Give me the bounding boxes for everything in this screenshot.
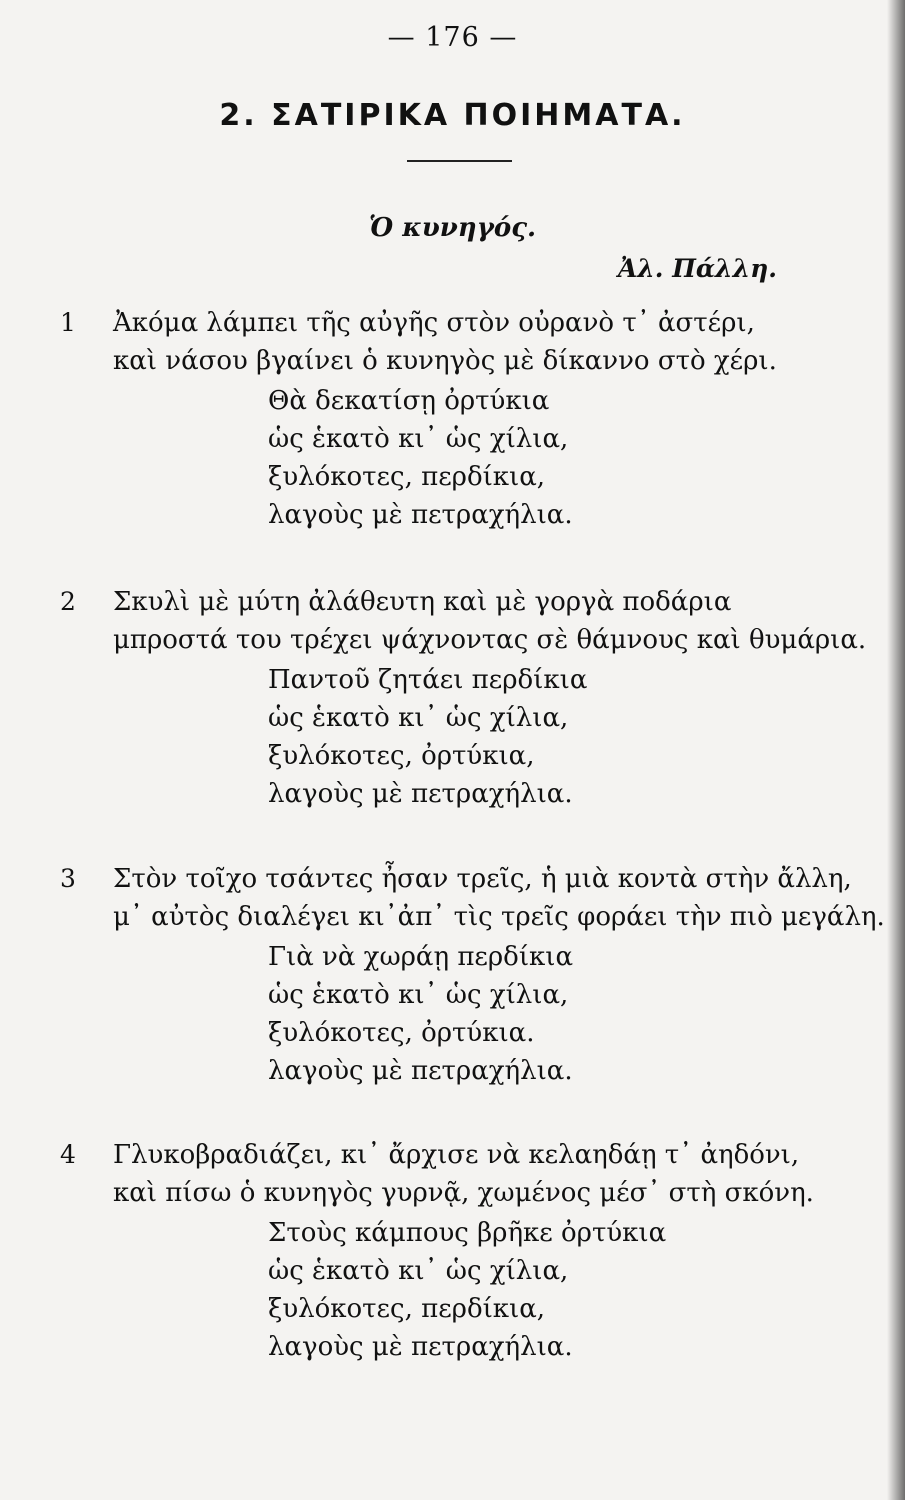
refrain-line: Γιὰ νὰ χωράῃ περδίκια (268, 942, 574, 972)
stanza-number: 4 (60, 1140, 76, 1169)
refrain-line: λαγοὺς μὲ πετραχήλια. (268, 779, 573, 809)
verse-line: Ἀκόμα λάμπει τῆς αὐγῆς στὸν οὐρανὸ τ᾽ ἀστέρι, (113, 308, 755, 338)
verse-line: μπροστά του τρέχει ψάχνοντας σὲ θάμνους καὶ θυμάρια. (113, 625, 867, 655)
stanza-number: 3 (60, 864, 76, 893)
verse-line: καὶ νάσου βγαίνει ὁ κυνηγὸς μὲ δίκαννο στὸ χέρι. (113, 346, 777, 376)
refrain-line: Παντοῦ ζητάει περδίκια (268, 665, 588, 695)
verse-line: καὶ πίσω ὁ κυνηγὸς γυρνᾷ, χωμένος μέσ᾽ στὴ σκόνη. (113, 1178, 814, 1208)
refrain-line: λαγοὺς μὲ πετραχήλια. (268, 1332, 573, 1362)
poem-author: Ἀλ. Πάλλη. (617, 254, 777, 283)
verse-line: Στὸν τοῖχο τσάντες ἦσαν τρεῖς, ἡ μιὰ κοντὰ στὴν ἄλλη, (113, 864, 852, 894)
refrain-line: ὡς ἑκατὸ κι᾽ ὡς χίλια, (268, 703, 569, 733)
section-title: 2. ΣΑΤΙΡΙΚΑ ΠΟΙΗΜΑΤΑ. (219, 98, 686, 133)
refrain-line: Στοὺς κάμπους βρῆκε ὀρτύκια (268, 1218, 667, 1248)
refrain-line: ὡς ἑκατὸ κι᾽ ὡς χίλια, (268, 1256, 569, 1286)
verse-line: Γλυκοβραδιάζει, κι᾽ ἄρχισε νὰ κελαηδάῃ τ᾽ ἀηδόνι, (113, 1140, 800, 1170)
stanza-number: 2 (60, 587, 76, 616)
refrain-line: λαγοὺς μὲ πετραχήλια. (268, 1056, 573, 1086)
title-divider (407, 160, 512, 162)
binding-shadow (887, 0, 905, 1500)
stanza-number: 1 (60, 308, 76, 337)
verse-line: μ᾽ αὐτὸς διαλέγει κι᾽ἀπ᾽ τὶς τρεῖς φοράει τὴν πιὸ μεγάλη. (113, 902, 885, 932)
refrain-line: ξυλόκοτες, ὀρτύκια. (268, 1018, 535, 1048)
refrain-line: Θὰ δεκατίσῃ ὀρτύκια (268, 386, 550, 416)
poem-title: Ὁ κυνηγός. (368, 213, 537, 243)
refrain-line: ὡς ἑκατὸ κι᾽ ὡς χίλια, (268, 424, 569, 454)
refrain-line: ξυλόκοτες, ὀρτύκια, (268, 741, 535, 771)
refrain-line: λαγοὺς μὲ πετραχήλια. (268, 500, 573, 530)
refrain-line: ξυλόκοτες, περδίκια, (268, 462, 546, 492)
page-number: — 176 — (387, 22, 518, 53)
refrain-line: ξυλόκοτες, περδίκια, (268, 1294, 546, 1324)
verse-line: Σκυλὶ μὲ μύτη ἀλάθευτη καὶ μὲ γοργὰ ποδάρια (113, 587, 732, 617)
refrain-line: ὡς ἑκατὸ κι᾽ ὡς χίλια, (268, 980, 569, 1010)
